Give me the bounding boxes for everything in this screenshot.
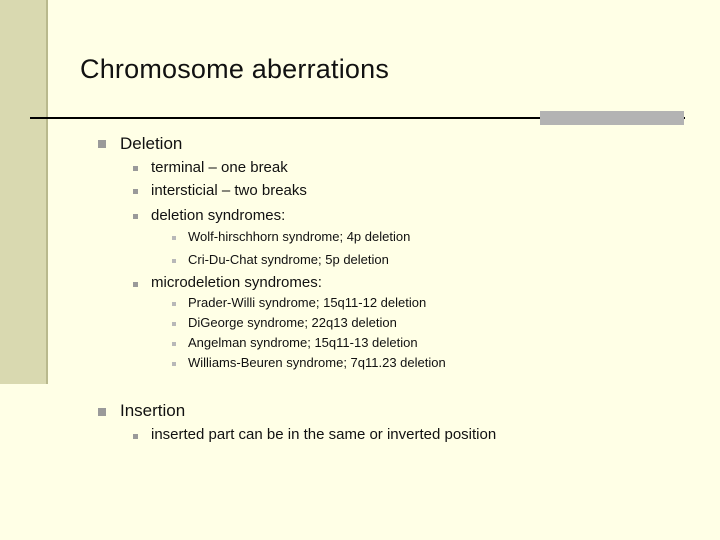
bullet-icon: [98, 140, 106, 148]
title-rule-accent: [540, 111, 684, 125]
bullet-icon: [133, 434, 138, 439]
bullet-icon: [133, 189, 138, 194]
bullet-icon: [98, 408, 106, 416]
bullet-icon: [172, 362, 176, 366]
bullet-icon: [172, 302, 176, 306]
bullet-icon: [172, 322, 176, 326]
bullet-wolf-hirschhorn: Wolf-hirschhorn syndrome; 4p deletion: [188, 229, 411, 244]
bullet-inserted-part: inserted part can be in the same or inverted position: [151, 426, 497, 443]
bullet-deletion: Deletion: [120, 134, 183, 153]
bullet-terminal: terminal – one break: [151, 159, 288, 176]
slide-title: Chromosome aberrations: [80, 54, 390, 84]
bullet-icon: [172, 259, 176, 263]
bullet-prader-willi: Prader-Willi syndrome; 15q11-12 deletion: [188, 295, 427, 310]
bullet-icon: [133, 214, 138, 219]
bullet-insertion: Insertion: [120, 401, 186, 420]
bullet-icon: [172, 236, 176, 240]
bullet-williams-beuren: Williams-Beuren syndrome; 7q11.23 deletion: [188, 355, 446, 370]
bullet-icon: [172, 342, 176, 346]
bullet-cri-du-chat: Cri-Du-Chat syndrome; 5p deletion: [188, 252, 389, 267]
bullet-icon: [133, 166, 138, 171]
bullet-digeorge: DiGeorge syndrome; 22q13 deletion: [188, 315, 397, 330]
bullet-angelman: Angelman syndrome; 15q11-13 deletion: [188, 335, 418, 350]
bullet-microdeletion-syndromes: microdeletion syndromes:: [151, 274, 322, 291]
bullet-icon: [133, 282, 138, 287]
bullet-intersticial: intersticial – two breaks: [151, 182, 307, 199]
bullet-deletion-syndromes: deletion syndromes:: [151, 207, 286, 224]
left-decor-bar: [0, 0, 48, 384]
